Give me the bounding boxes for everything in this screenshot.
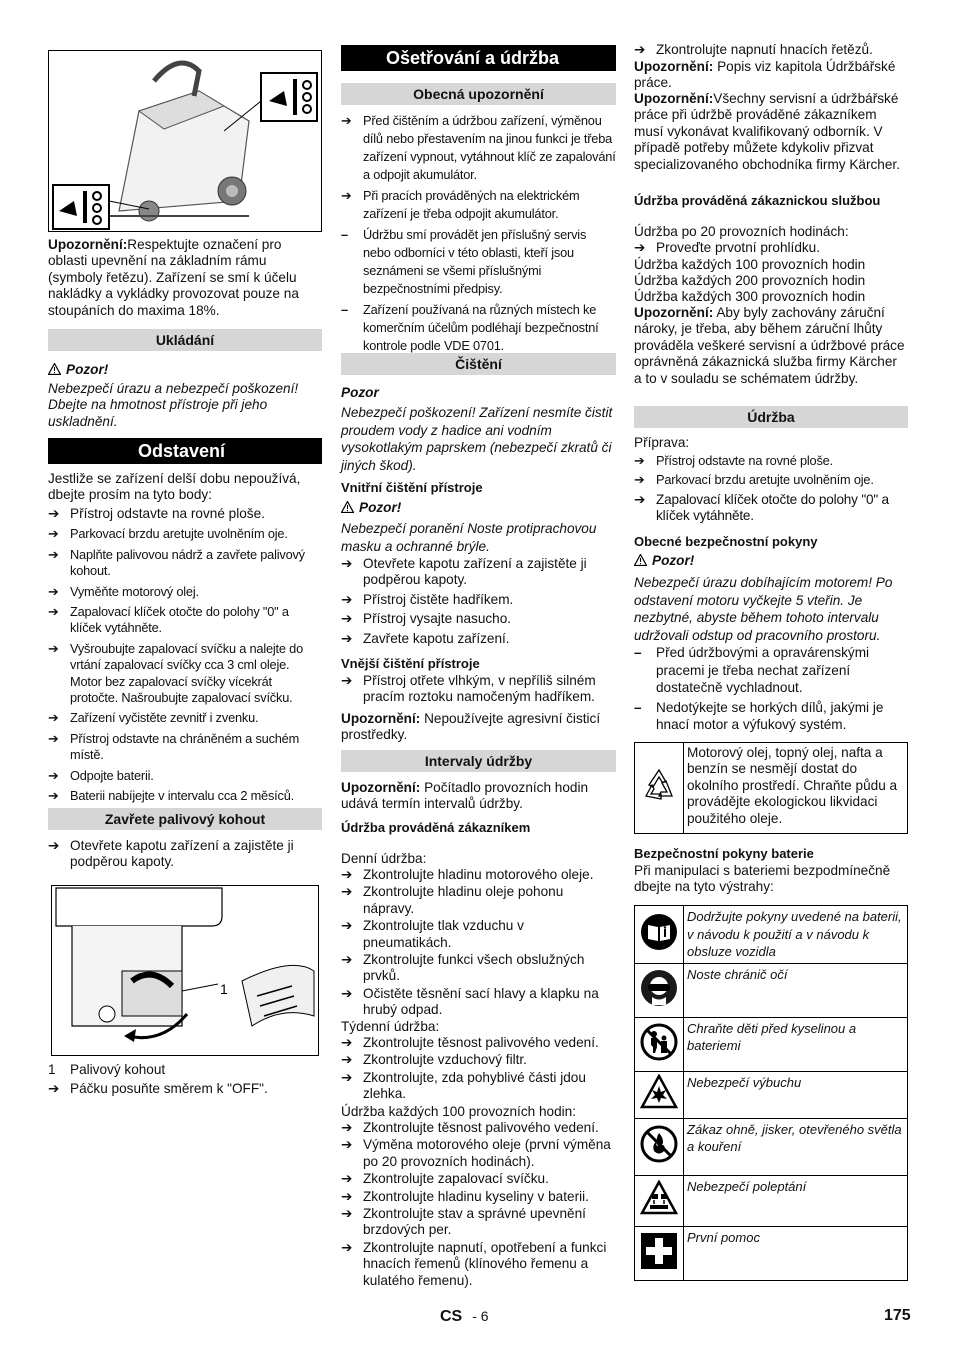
goggles-icon [640, 969, 678, 1007]
warning-icon [341, 501, 354, 513]
warning-icon [48, 363, 61, 375]
decommission-list [48, 506, 322, 805]
tiedown-note [48, 237, 322, 319]
list-item: ➔ Zapalovací klíček otočte do polohy "0" a klíček vytáhněte. [48, 604, 289, 636]
table-row [635, 1175, 908, 1226]
prep-label: Příprava: [634, 435, 690, 450]
table-row [635, 1226, 908, 1280]
list-item: ➔ Odpojte baterii. [48, 767, 154, 783]
recycle-box [634, 742, 908, 834]
list-item: ➔ Zkontrolujte zapalovací svíčku. [341, 1171, 549, 1187]
children-icon [640, 1023, 678, 1061]
inner-cleaning-list [341, 556, 616, 647]
note-text: Respektujte označení pro oblasti upevnění na základním rámu (symboly řetězu). Zařízení se smí k účelu nakládky a vykládky provozovat pouze na stoupáních do maxima 18%. [48, 237, 299, 318]
list-item: ➔ Zkontrolujte tlak vzduchu v pneumatikách. [341, 918, 524, 950]
battery-row-text: Chraňte děti před kyselinou a bateriemi [684, 1017, 908, 1071]
inner-warning-text: Nebezpečí poranění Noste protiprachovou masku a ochranné brýle. [341, 521, 597, 554]
decommission-heading: Odstavení [48, 438, 322, 464]
battery-intro: Při manipulaci s bateriemi bezpodmínečně dbejte na tyto výstrahy: [634, 863, 891, 895]
list-item: ➔ Páčku posuňte směrem k "OFF". [48, 1081, 268, 1096]
list-item: ➔ Zkontrolujte těsnost palivového vedení. [341, 1120, 599, 1135]
intervals-heading: Intervaly údržby [341, 750, 616, 772]
list-item: ➔ Otevřete kapotu zařízení a zajistěte ji podpěrou kapoty. [341, 556, 587, 588]
list-item: ➔ Zkontrolujte hladinu motorového oleje. [341, 867, 594, 882]
maintenance-heading: Údržba [634, 406, 908, 428]
list-item: ➔ Zkontrolujte těsnost palivového vedení. [341, 1035, 599, 1050]
battery-safety-heading: Bezpečnostní pokyny baterie [634, 846, 814, 861]
h100-list [341, 1120, 616, 1289]
list-item: – Údržbu smí provádět jen příslušný servis nebo odborníci v této oblasti, kteří jsou seznámeni se všemi příslušnými bezpečnostními předpisy. [341, 227, 587, 296]
list-item: ➔ Zkontrolujte napnutí, opotřebení a funkci hnacích řemenů (klínového řemenu a kulatého řemenu). [341, 1239, 607, 1288]
page-number: 175 [884, 1307, 911, 1324]
language-code: CS [440, 1308, 463, 1325]
h300-line: Údržba každých 300 provozních hodin [634, 289, 866, 304]
prep-list [634, 453, 908, 525]
caption-text: Palivový kohout [70, 1062, 166, 1077]
table-row [635, 906, 908, 964]
figure-caption [48, 1062, 322, 1078]
note-a: Upozornění: Popis viz kapitola Údržbářské práce. [634, 59, 896, 91]
recycle-text: Motorový olej, topný olej, nafta a benzín se nesmějí dostat do okolního prostředí. Chraňte půdu a provádějte ekologickou likvidaci použitého oleje. [684, 743, 908, 834]
service-maintenance-heading: Údržba prováděná zákaznickou službou [634, 193, 881, 208]
list-item: ➔ Zkontrolujte napnutí hnacích řetězů. [634, 42, 873, 57]
table-row [635, 1071, 908, 1118]
list-item: ➔ Proveďte prvotní prohlídku. [634, 240, 821, 255]
fuel-valve-heading: Zavřete palivový kohout [48, 808, 322, 830]
battery-row-text: Nebezpečí výbuchu [684, 1071, 908, 1118]
care-maintenance-heading: Ošetřování a údržba [341, 45, 616, 71]
general-notes-heading: Obecná upozornění [341, 83, 616, 105]
safety-list [634, 644, 908, 734]
fuel-valve-figure [51, 885, 319, 1056]
note-b: Upozornění:Všechny servisní a údržbářské práce při údržbě prováděné zákazníkem musí vykonávat kvalifikovaný odborník. V případě potřeby můžete kdykoliv přizvat specializovaného obchodníka firmy Kärcher. [634, 91, 900, 172]
list-item: ➔ Zkontrolujte funkci všech obslužných prvků. [341, 952, 585, 984]
outer-cleaning-note: Upozornění: Nepoužívejte agresivní čisticí prostředky. [341, 711, 601, 743]
list-item: ➔ Vyšroubujte zapalovací svíčku a nalejte do vrtání zapalovací svíčky cca 3 cml oleje. Motor bez zapalovací svíčky vícekrát protočte. Našroubujte zapalovací svíčku. [48, 640, 303, 706]
h100-label: Údržba každých 100 provozních hodin: [341, 1104, 577, 1119]
list-item: ➔ Přístroj odstavte na rovné ploše. [48, 506, 265, 521]
machine-tiedown-figure [48, 50, 322, 232]
list-item: ➔ Výměna motorového oleje (první výměna po 20 provozních hodinách). [341, 1137, 611, 1169]
general-notes-list [341, 112, 616, 355]
recycle-icon-cell [635, 743, 684, 834]
decommission-intro: Jestliže se zařízení delší dobu nepoužívá, dbejte prosím na tyto body: [48, 471, 301, 503]
recycle-icon [639, 766, 679, 806]
battery-row-text: První pomoc [684, 1226, 908, 1280]
daily-list [341, 867, 616, 1019]
inner-cleaning-heading: Vnitřní čištění přístroje [341, 480, 483, 495]
list-item: ➔ Vyměňte motorový olej. [48, 583, 199, 599]
list-item: ➔ Zapalovací klíček otočte do polohy "0" a klíček vytáhněte. [634, 491, 889, 524]
note-label: Upozornění: [48, 237, 128, 252]
list-item: ➔ Baterii nabíjejte v intervalu cca 2 měsíců. [48, 788, 294, 804]
battery-warnings [634, 905, 908, 1281]
table-row [635, 963, 908, 1017]
first-aid-icon [640, 1232, 678, 1270]
list-item: ➔ Přístroj odstavte na rovné ploše. [634, 453, 833, 468]
list-item: ➔ Parkovací brzdu aretujte uvolněním oje. [634, 472, 874, 488]
list-item: ➔ Přístroj čistěte hadříkem. [341, 591, 514, 607]
inner-warning-label [341, 500, 616, 516]
battery-row-text: Zákaz ohně, jisker, otevřeného světla a kouření [684, 1118, 908, 1175]
h20-label: Údržba po 20 provozních hodinách: [634, 224, 849, 239]
weekly-list [341, 1035, 616, 1103]
customer-maintenance-heading: Údržba prováděná zákazníkem [341, 820, 531, 835]
warning-icon [634, 554, 647, 566]
cleaning-warning-text: Nebezpečí poškození! Zařízení nesmíte čistit proudem vody z hadice ani vodním vysokotlakým paprskem (nebezpečí zkratů či jiných škod). [341, 405, 613, 473]
warn-label: Pozor! [359, 500, 402, 515]
storage-warning-label [48, 362, 322, 378]
list-item: ➔ Zkontrolujte vzduchový filtr. [341, 1052, 527, 1068]
table-row [635, 743, 908, 834]
list-item: ➔ Přístroj otřete vlhkým, v nepříliš silném pracím roztoku namočeným hadříkem. [341, 673, 596, 705]
list-item: ➔ Naplňte palivovou nádrž a zavřete palivový kohout. [48, 546, 305, 579]
safety-warning-label [634, 553, 908, 569]
list-item: ➔ Zkontrolujte stav a správné upevnění brzdových per. [341, 1206, 586, 1238]
callout-1: 1 [220, 981, 228, 997]
list-item: – Nedotýkejte se horkých dílů, jakými je hnací motor a výfukový systém. [634, 699, 884, 732]
warn-label: Pozor! [652, 553, 695, 568]
cleaning-heading: Čištění [341, 353, 616, 375]
list-item: – Zařízení používaná na různých místech ke komerčním účelům podléhají bezpečnostní kontrole podle VDE 0701. [341, 302, 599, 353]
battery-table [634, 905, 908, 1281]
safety-warning-text: Nebezpečí úrazu dobíhajícím motorem! Po odstavení motoru vyčkejte 5 vteřin. Je nezbytné, abyste během tohoto intervalu udržovali odstup od pracovního prostoru. [634, 575, 893, 643]
list-item: ➔ Při pracích prováděných na elektrickém zařízení je třeba odpojit akumulátor. [341, 188, 580, 221]
list-item: ➔ Přístroj vysajte nasucho. [341, 611, 512, 627]
outer-cleaning-heading: Vnější čištění přístroje [341, 656, 480, 671]
warn-label: Pozor! [66, 362, 109, 377]
battery-row-text: Dodržujte pokyny uvedené na baterii, v návodu k použití a v návodu k obsluze vozidla [684, 906, 908, 964]
table-row [635, 1017, 908, 1071]
h100-line: Údržba každých 100 provozních hodin [634, 257, 866, 272]
machine-illustration [49, 51, 321, 231]
battery-row-text: Nebezpečí poleptání [684, 1175, 908, 1226]
footer-language [440, 1308, 489, 1325]
list-item: ➔ Zkontrolujte hladinu kyseliny v baterii. [341, 1188, 589, 1204]
list-item: ➔ Zkontrolujte hladinu oleje pohonu nápravy. [341, 884, 564, 916]
h200-line: Údržba každých 200 provozních hodin [634, 273, 866, 288]
recycle-table [634, 742, 908, 834]
corrosive-icon [640, 1180, 678, 1216]
list-item: ➔ Parkovací brzdu aretujte uvolněním oje. [48, 526, 288, 542]
list-item: ➔ Zařízení vyčistěte zevnitř i zvenku. [48, 710, 259, 726]
list-item: ➔ Před čištěním a údržbou zařízení, výměnou dílů nebo přestavením na jinou funkci je třeba zařízení vypnout, vytáhnout klíč ze zapalování a odpojit akumulátor. [341, 113, 616, 182]
list-item: ➔ Přístroj odstavte na chráněném a suchém místě. [48, 730, 300, 763]
explosion-icon [640, 1074, 678, 1110]
fuel-valve-illustration [52, 886, 318, 1055]
intervals-note: Upozornění: Počítadlo provozních hodin udává termín intervalů údržby. [341, 780, 589, 812]
storage-heading: Ukládání [48, 329, 322, 351]
no-fire-icon [640, 1125, 678, 1163]
storage-warning-text: Nebezpečí úrazu a nebezpečí poškození! Dbejte na hmotnost přístroje při jeho uskladnění. [48, 381, 299, 429]
weekly-label: Týdenní údržba: [341, 1019, 440, 1034]
list-item: ➔ Zavřete kapotu zařízení. [341, 630, 510, 646]
list-item: – Před údržbovými a opravárenskými pracemi je třeba nechat zařízení dostatečně vychladnout. [634, 645, 870, 695]
table-row [635, 1118, 908, 1175]
manual-icon [640, 913, 678, 951]
cleaning-warning-label: Pozor [341, 385, 379, 400]
caption-number: 1 [48, 1062, 56, 1077]
daily-label: Denní údržba: [341, 851, 427, 866]
safety-heading: Obecné bezpečnostní pokyny [634, 534, 818, 549]
note-c: Upozornění: Aby byly zachovány záruční nároky, je třeba, aby během záruční lhůty prováděla veškeré servisní a údržbové práce oprávněná zákaznická služba firmy Kärcher a to v souladu se schématem údržby. [634, 305, 905, 386]
section-page: - 6 [472, 1308, 489, 1324]
list-item: ➔ Očistěte těsnění sací hlavy a klapku na hrubý odpad. [341, 985, 599, 1018]
battery-row-text: Noste chránič očí [684, 963, 908, 1017]
list-item: ➔ Zkontrolujte, zda pohyblivé části jdou zlehka. [341, 1069, 586, 1102]
list-item: ➔ Otevřete kapotu zařízení a zajistěte ji podpěrou kapoty. [48, 838, 294, 870]
